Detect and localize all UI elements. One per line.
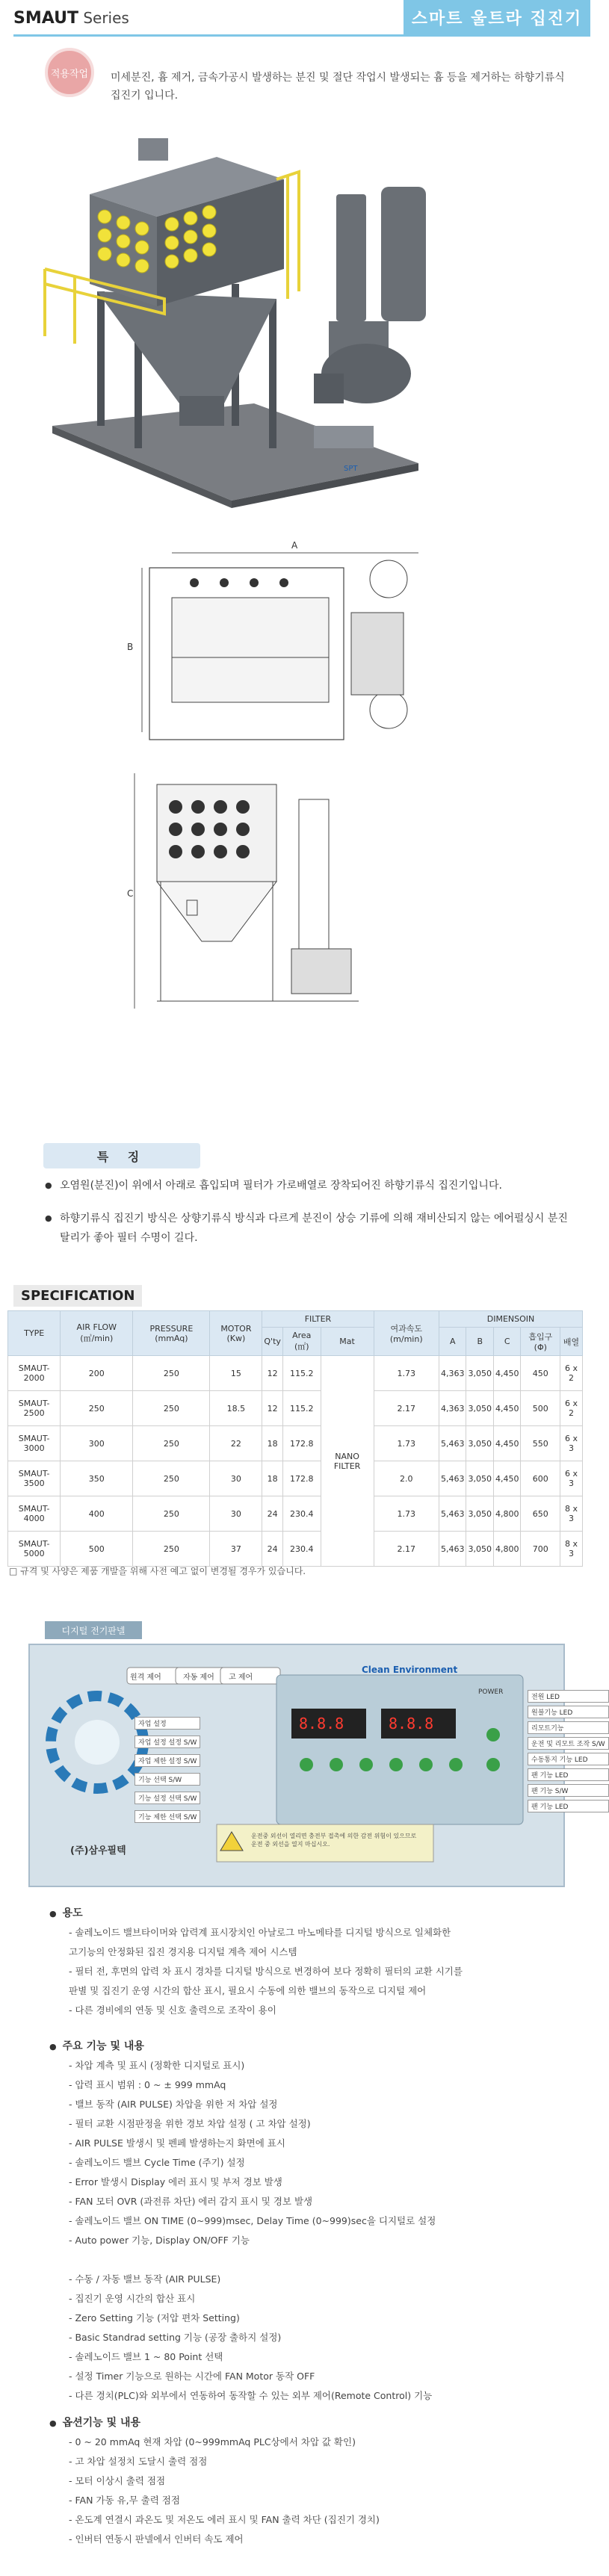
spec-cell: 300 [61,1426,133,1461]
list-item: - 필터 전, 후면의 압력 차 표시 경차를 디지털 방식으로 변경하여 보다 정확히 필터의 교환 시기를 [69,1966,463,1977]
spec-cell: 200 [61,1356,133,1391]
dust-collector-3d-illustration [30,112,568,530]
panel-label: 자업 설정 [135,1717,200,1730]
col-mat: Mat [321,1328,374,1356]
list-item: 고기능의 안정화된 집진 경지용 디지털 계측 제어 시스템 [69,1946,297,1957]
list-item: - 솔레노이드 밸브 ON TIME (0~999)msec, Delay Time (0~999)sec을 디지털로 설정 [69,2215,436,2226]
feature-item: ● 오염원(분진)이 위에서 아래로 흡입되며 필터가 가로배열로 장착되어진 하향기류식 집진기입니다. [60,1176,568,1195]
spec-cell: 500 [521,1391,560,1426]
spec-cell: 4,450 [493,1356,521,1391]
spec-cell: SMAUT-3000 [8,1426,61,1461]
feature-item: ● 하향기류식 집진기 방식은 상향기류식 방식과 다르게 분진이 상승 기류에 의해 재비산되지 않는 에어펄싱시 분진 탈리가 좋아 필터 수명이 길다. [60,1209,568,1248]
spec-cell: 12 [262,1356,283,1391]
spec-row [8,1496,583,1532]
spec-row [8,1356,583,1391]
spec-cell: 24 [262,1532,283,1567]
features-heading: 특 징 [43,1143,200,1168]
spec-cell: 172.8 [282,1461,321,1496]
spec-cell: 3,050 [466,1461,494,1496]
spec-cell: 115.2 [282,1391,321,1426]
list-item: - Auto power 기능, Display ON/OFF 기능 [69,2235,250,2246]
spec-row [8,1426,583,1461]
list-item: - Basic Standrad setting 기능 (공장 출하지 설정) [69,2332,282,2343]
digital-panel-illustration [28,1644,605,1887]
panel-brand: Clean Environment [362,1665,458,1675]
optional-heading: ● 옵션기능 및 내용 [49,2415,140,2430]
dim-b-label: B [127,642,134,652]
spec-cell: 6 x 2 [560,1391,583,1426]
list-item: - FAN 모터 OVR (과전류 차단) 에러 감지 표시 및 경보 발생 [69,2196,313,2207]
main-functions-list [69,2056,436,2406]
main-functions-heading: ● 주요 기능 및 내용 [49,2038,144,2053]
list-item: - Error 발생시 Display 에러 표시 및 부저 경보 발생 [69,2176,282,2188]
panel-label: 팬 기능 LED [528,1768,609,1781]
usage-heading: ● 용도 [49,1905,83,1920]
svg-text:8.8.8: 8.8.8 [389,1715,434,1733]
panel-label: 원블기능 LED [528,1706,609,1718]
spec-cell: 250 [61,1391,133,1426]
list-item: - 차압 계측 및 표시 (정확한 디지털로 표시) [69,2060,245,2071]
spec-cell: 350 [61,1461,133,1496]
spec-cell: 5,463 [439,1532,466,1567]
panel-label: 기능 선택 S/W [135,1773,200,1786]
col-inlet: 흡입구 (Φ) [521,1328,560,1356]
panel-label: 기능 제한 선택 S/W [135,1810,200,1823]
spec-cell: 400 [61,1496,133,1532]
spec-cell: 18.5 [210,1391,262,1426]
spec-cell: 1.73 [374,1426,439,1461]
spec-cell: 250 [133,1461,210,1496]
list-item [69,2250,436,2270]
spec-cell: 600 [521,1461,560,1496]
spec-cell: 22 [210,1426,262,1461]
spec-cell: 230.4 [282,1496,321,1532]
spec-note: □ 규격 및 사양은 제품 개발을 위해 사전 예고 없이 변경될 경우가 있습니다. [9,1566,306,1576]
spec-cell: 30 [210,1496,262,1532]
lamp-auto: 자동 제어 [183,1674,214,1682]
list-item: 판별 및 집진기 운영 시간의 합산 표시, 필요시 수동에 의한 밸브의 동작으로 디지털 제어 [69,1985,427,1996]
svg-text:8.8.8: 8.8.8 [299,1715,344,1733]
spec-title: SPECIFICATION [13,1285,142,1307]
svg-text:SPT: SPT [344,465,358,473]
filter-mat-cell: NANO FILTER [321,1356,374,1567]
intro-text: 미세분진, 흄 제거, 금속가공시 발생하는 분진 및 절단 작업시 발생되는 흄 등을 제거하는 하향기류식 집진기 입니다. [111,72,565,102]
optional-list [69,2433,380,2549]
spec-cell: 4,800 [493,1496,521,1532]
spec-cell: 2.17 [374,1391,439,1426]
spec-row [8,1391,583,1426]
spec-cell: 5,463 [439,1496,466,1532]
spec-cell: 250 [133,1532,210,1567]
usage-list [69,1923,463,2020]
panel-label: 팬 기능 LED [528,1800,609,1812]
list-item: - 0 ~ 20 mmAq 현재 차압 (0~999mmAq PLC상에서 차압 값 확인) [69,2436,356,2447]
list-item: - 솔레노이드 밸브 1 ~ 80 Point 선택 [69,2351,223,2362]
spec-cell: 3,050 [466,1496,494,1532]
spec-cell: 3,050 [466,1532,494,1567]
list-item: - 설정 Timer 기능으로 원하는 시간에 FAN Motor 동작 OFF [69,2371,315,2382]
spec-cell: 4,363 [439,1356,466,1391]
spec-cell: 4,450 [493,1391,521,1426]
panel-warning: 운전중 외선이 열리면 충전부 접촉에 의한 감전 위험이 있으므로 운전 중 외선을 열지 마십시오. [251,1833,417,1848]
spec-cell: 30 [210,1461,262,1496]
spec-cell: 5,463 [439,1461,466,1496]
spec-cell: 172.8 [282,1426,321,1461]
spec-cell: SMAUT-2500 [8,1391,61,1426]
product-subtitle: 스마트 울트라 집진기 [404,0,590,34]
panel-label: 자업 설정 설정 S/W [135,1736,200,1748]
spec-cell: 700 [521,1532,560,1567]
application-badge: 적용작업 [45,48,94,97]
list-item: - FAN 가동 유,무 출력 점점 [69,2495,180,2506]
spec-cell: 3,050 [466,1356,494,1391]
spec-cell: 500 [61,1532,133,1567]
panel-title: 디지털 전기판넬 [45,1621,142,1639]
spec-cell: 1.73 [374,1356,439,1391]
spec-cell: 650 [521,1496,560,1532]
col-c: C [493,1328,521,1356]
spec-cell: 24 [262,1496,283,1532]
spec-cell: 250 [133,1391,210,1426]
spec-cell: SMAUT-3500 [8,1461,61,1496]
series-suffix: Series [78,9,129,27]
spec-cell: 8 x 3 [560,1496,583,1532]
spec-cell: 450 [521,1356,560,1391]
list-item: - AIR PULSE 발생시 및 펜페 발생하는지 화면에 표시 [69,2137,285,2149]
list-item: - 다른 경치(PLC)와 외부에서 연동하여 동작할 수 있는 외부 제어(Remote Control) 기능 [69,2390,433,2401]
header-rule [13,34,590,37]
spec-cell: 8 x 3 [560,1532,583,1567]
spec-cell: SMAUT-2000 [8,1356,61,1391]
col-area: Area (㎡) [282,1328,321,1356]
spec-cell: 18 [262,1461,283,1496]
spec-row [8,1461,583,1496]
top-view-drawing [75,538,463,762]
spec-cell: 250 [133,1426,210,1461]
spec-cell: 4,800 [493,1532,521,1567]
lamp-high: 고 제어 [229,1674,253,1682]
list-item: - 압력 표시 범위 : 0 ~ ± 999 mmAq [69,2079,226,2090]
spec-cell: 6 x 3 [560,1461,583,1496]
spec-cell: 5,463 [439,1426,466,1461]
side-view-drawing [75,770,463,1016]
col-velocity: 여과속도 (m/min) [374,1311,439,1356]
spec-table [7,1310,583,1567]
list-item: - 솔레노이드 밸브타이머와 압력계 표시장치인 아날로그 마노메타를 디지털 방식으로 일체화한 [69,1927,451,1938]
series-name: SMAUT [13,9,78,28]
power-label: POWER [478,1688,504,1696]
list-item: - 집진기 운영 시간의 합산 표시 [69,2293,196,2304]
panel-label: 자업 제한 설정 S/W [135,1754,200,1767]
col-air-flow: AIR FLOW (㎥/min) [61,1311,133,1356]
series-title [13,9,129,28]
panel-label: 운전 및 리모트 조작 S/W [528,1737,609,1750]
panel-company: (주)삼우필텍 [70,1845,126,1857]
spec-row [8,1532,583,1567]
col-motor: MOTOR (Kw) [210,1311,262,1356]
spec-cell: 4,450 [493,1461,521,1496]
panel-label: 리모트기능 [528,1721,609,1734]
panel-left-labels [135,1717,200,1829]
col-arrange: 배열 [560,1328,583,1356]
col-type: TYPE [8,1311,61,1356]
panel-label: 수동통지 기능 LED [528,1753,609,1765]
dim-c-label: C [127,888,134,899]
list-item: - 필터 교환 시점판정을 위한 경보 차압 설정 ( 고 차압 설정) [69,2118,311,2129]
spec-cell: 18 [262,1426,283,1461]
list-item: - Zero Setting 기능 (저압 편차 Setting) [69,2312,240,2323]
spec-cell: 3,050 [466,1426,494,1461]
panel-label: 기능 설정 선택 S/W [135,1792,200,1804]
spec-cell: 15 [210,1356,262,1391]
spec-cell: 2.0 [374,1461,439,1496]
spec-cell: 250 [133,1356,210,1391]
lamp-remote: 원격 제어 [130,1674,161,1682]
spec-cell: 1.73 [374,1496,439,1532]
col-a: A [439,1328,466,1356]
col-b: B [466,1328,494,1356]
spec-cell: 115.2 [282,1356,321,1391]
list-item: - 온도계 연결시 과온도 및 저온도 에러 표시 및 FAN 출력 차단 (집진기 경치) [69,2514,380,2525]
panel-label: 팬 기능 S/W [528,1784,609,1797]
spec-cell: 6 x 2 [560,1356,583,1391]
col-qty: Q'ty [262,1328,283,1356]
spec-cell: 550 [521,1426,560,1461]
page-header [0,0,590,39]
list-item: - 밸브 동작 (AIR PULSE) 차압을 위한 저 차압 설정 [69,2099,278,2110]
spec-cell: 250 [133,1496,210,1532]
spec-cell: 6 x 3 [560,1426,583,1461]
spec-cell: 37 [210,1532,262,1567]
col-pressure: PRESSURE (mmAq) [133,1311,210,1356]
spec-cell: SMAUT-4000 [8,1496,61,1532]
spec-cell: 4,450 [493,1426,521,1461]
panel-right-labels [528,1690,609,1815]
list-item: - 인버터 연동시 판넬에서 인버터 속도 제어 [69,2533,244,2545]
panel-label: 전원 LED [528,1690,609,1703]
dim-a-label: A [291,540,298,551]
list-item: - 다른 경비에의 연동 및 신호 출력으로 조작이 용이 [69,2004,276,2016]
spec-cell: 230.4 [282,1532,321,1567]
col-dimension: DIMENSOIN [439,1311,582,1328]
spec-cell: 2.17 [374,1532,439,1567]
list-item: - 수동 / 자동 밸브 동작 (AIR PULSE) [69,2273,221,2285]
col-filter: FILTER [262,1311,374,1328]
spec-cell: 4,363 [439,1391,466,1426]
list-item: - 모터 이상시 출력 점점 [69,2475,166,2486]
list-item: - 솔레노이드 밸브 Cycle Time (주기) 설정 [69,2157,245,2168]
spec-cell: 12 [262,1391,283,1426]
list-item: - 고 차압 설정치 도달시 출력 점점 [69,2456,208,2467]
spec-cell: 3,050 [466,1391,494,1426]
spec-cell: SMAUT-5000 [8,1532,61,1567]
